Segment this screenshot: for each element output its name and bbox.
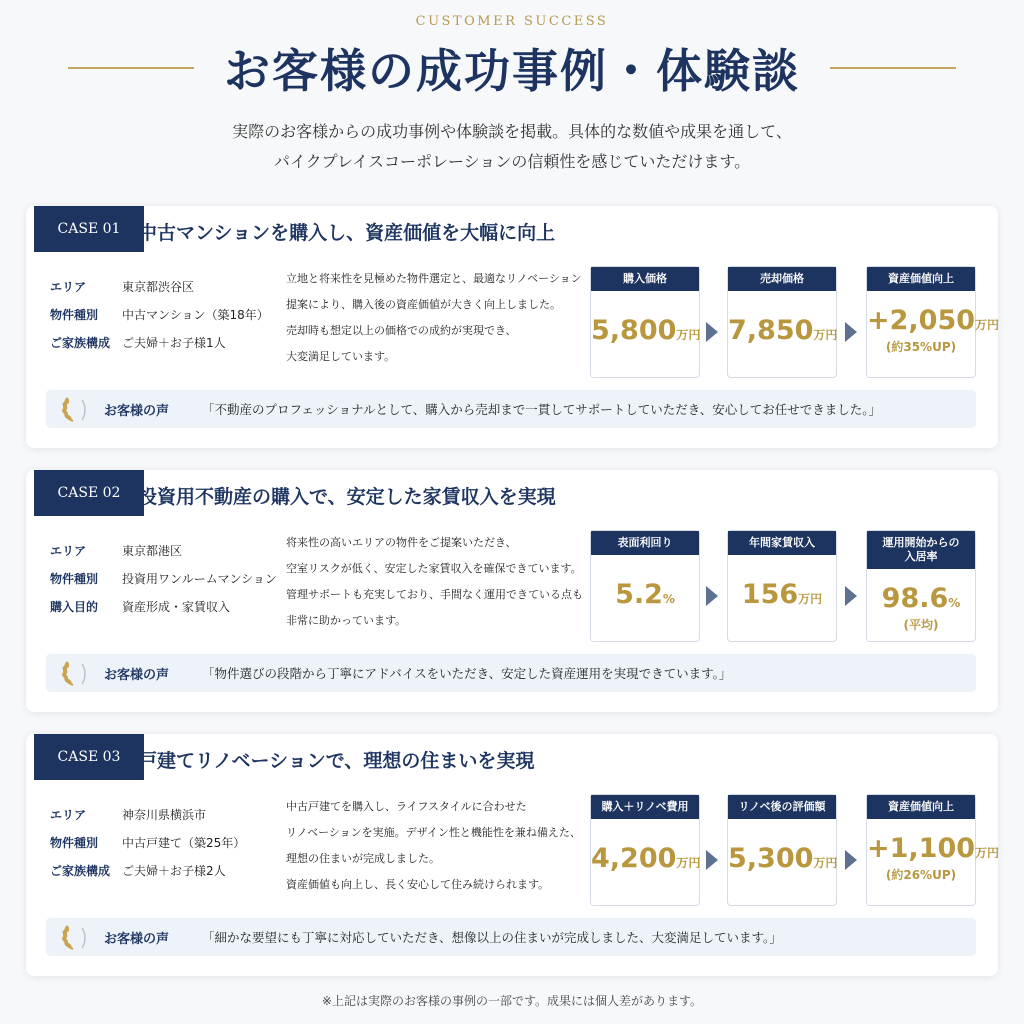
description-line: 理想の住まいが完成しました。 <box>286 852 440 865</box>
property-row <box>50 564 277 592</box>
arrow-right-icon <box>845 586 857 606</box>
property-label: ご家族構成 <box>50 863 111 878</box>
laurel-wreath-icon <box>58 920 92 954</box>
metric-value: 156万円 <box>741 579 823 610</box>
metric-value: 98.6% <box>881 583 961 614</box>
laurel-wreath-icon <box>58 656 92 690</box>
metric-label: 運用開始からの 入居率 <box>867 531 975 569</box>
metric-note: (平均) <box>903 618 939 632</box>
property-row <box>50 800 245 828</box>
case-description <box>286 266 586 370</box>
description-line: 管理サポートも充実しており、手間なく運用できている点も <box>286 588 583 601</box>
description-line: 立地と将来性を見極めた物件選定と、最適なリノベーション <box>286 272 582 285</box>
metric-note: (約26%UP) <box>885 868 957 882</box>
metric-label: 年間家賃収入 <box>728 531 836 555</box>
case-card-3 <box>26 734 998 976</box>
property-label: ご家族構成 <box>50 335 111 350</box>
page-title: お客様の成功事例・体験談 <box>224 44 800 98</box>
metric-value: +2,050万円 <box>867 305 1000 336</box>
title-rule-left <box>68 67 194 69</box>
property-value: 東京都渋谷区 <box>122 279 195 294</box>
metric-annual-rent <box>727 530 837 642</box>
arrow-right-icon <box>845 322 857 342</box>
case-description <box>286 530 586 634</box>
description-line: 資産価値も向上し、長く安心して住み続けられます。 <box>286 878 550 891</box>
voice-quote: 「細かな要望にも丁寧に対応していただき、想像以上の住まいが完成しました、大変満足しています。」 <box>202 930 782 945</box>
property-value: ご夫婦＋お子様1人 <box>122 335 226 350</box>
property-row <box>50 300 269 328</box>
voice-label: お客様の声 <box>104 931 170 947</box>
laurel-wreath-icon <box>58 392 92 426</box>
voice-label: お客様の声 <box>104 667 170 683</box>
footnote: ※上記は実際のお客様の事例の一部です。成果には個人差があります。 <box>321 994 703 1008</box>
case-properties <box>50 536 277 620</box>
property-row <box>50 272 269 300</box>
property-row <box>50 828 245 856</box>
page-header <box>0 0 1024 177</box>
property-row <box>50 856 245 884</box>
voice-quote: 「不動産のプロフェッショナルとして、購入から売却まで一貫してサポートしていただき、安心してお任せできました。」 <box>202 402 882 417</box>
metric-label: 資産価値向上 <box>867 795 975 819</box>
metric-label: 購入＋リノベ費用 <box>591 795 699 819</box>
property-label: エリア <box>50 543 87 558</box>
property-value: 中古戸建て（築25年） <box>122 835 246 850</box>
case-card-2 <box>26 470 998 712</box>
description-line: 中古戸建てを購入し、ライフスタイルに合わせた <box>286 800 527 813</box>
metric-purchase-price <box>590 266 700 378</box>
arrow-right-icon <box>706 850 718 870</box>
property-label: 購入目的 <box>50 599 99 614</box>
property-label: 物件種別 <box>50 835 99 850</box>
property-value: 投資用ワンルームマンション <box>122 571 277 586</box>
metric-label: リノベ後の評価額 <box>728 795 836 819</box>
case-properties <box>50 272 269 356</box>
voice-quote: 「物件選びの段階から丁寧にアドバイスをいただき、安定した資産運用を実現できています。」 <box>202 666 732 681</box>
description-line: リノベーションを実施。デザイン性と機能性を兼ね備えた、 <box>286 826 581 839</box>
title-row <box>0 35 1024 101</box>
lead-line-2: パイクプレイスコーポレーションの信頼性を感じていただけます。 <box>273 152 751 171</box>
lead-text <box>0 117 1024 177</box>
description-line: 将来性の高いエリアの物件をご提案いただき、 <box>286 536 517 549</box>
property-row <box>50 328 269 356</box>
arrow-right-icon <box>706 322 718 342</box>
property-label: 物件種別 <box>50 571 99 586</box>
metric-purchase-renovation-cost <box>590 794 700 906</box>
title-rule-right <box>830 67 956 69</box>
metric-occupancy-rate <box>866 530 976 642</box>
metric-post-renovation-valuation <box>727 794 837 906</box>
metric-label: 購入価格 <box>591 267 699 291</box>
customer-voice <box>46 918 976 956</box>
case-title: 投資用不動産の購入で、安定した家賃収入を実現 <box>138 486 556 508</box>
metric-sale-price <box>727 266 837 378</box>
property-value: 東京都港区 <box>122 543 183 558</box>
arrow-right-icon <box>845 850 857 870</box>
case-badge: CASE 02 <box>34 470 144 516</box>
metric-note: (約35%UP) <box>885 340 957 354</box>
property-value: ご夫婦＋お子様2人 <box>122 863 226 878</box>
property-label: エリア <box>50 807 87 822</box>
case-card-1 <box>26 206 998 448</box>
description-line: 非常に助かっています。 <box>286 614 407 627</box>
description-line: 提案により、購入後の資産価値が大きく向上しました。 <box>286 298 561 311</box>
customer-voice <box>46 390 976 428</box>
description-line: 大変満足しています。 <box>286 350 396 363</box>
property-row <box>50 592 277 620</box>
metric-label: 資産価値向上 <box>867 267 975 291</box>
voice-label: お客様の声 <box>104 403 170 419</box>
description-line: 空室リスクが低く、安定した家賃収入を確保できています。 <box>286 562 582 575</box>
metric-value: 7,850万円 <box>728 315 838 346</box>
lead-line-1: 実際のお客様からの成功事例や体験談を掲載。具体的な数値や成果を通して、 <box>232 122 792 141</box>
eyebrow-text: CUSTOMER SUCCESS <box>415 14 609 29</box>
property-value: 資産形成・家賃収入 <box>122 599 231 614</box>
property-row <box>50 536 277 564</box>
metric-value: 5,800万円 <box>591 315 701 346</box>
property-value: 神奈川県横浜市 <box>122 807 207 822</box>
property-label: エリア <box>50 279 87 294</box>
case-title: 戸建てリノベーションで、理想の住まいを実現 <box>138 750 535 772</box>
customer-voice <box>46 654 976 692</box>
arrow-right-icon <box>706 586 718 606</box>
property-label: 物件種別 <box>50 307 99 322</box>
case-badge: CASE 01 <box>34 206 144 252</box>
case-title: 中古マンションを購入し、資産価値を大幅に向上 <box>138 222 556 244</box>
metric-value: 4,200万円 <box>591 843 701 874</box>
metric-value: +1,100万円 <box>867 833 1000 864</box>
metric-label: 売却価格 <box>728 267 836 291</box>
description-line: 売却時も想定以上の価格での成約が実現でき、 <box>286 324 517 337</box>
metric-value-increase <box>866 266 1000 378</box>
metric-value: 5.2% <box>615 579 675 610</box>
metric-gross-yield <box>590 530 700 642</box>
metric-label: 表面利回り <box>591 531 699 555</box>
case-badge: CASE 03 <box>34 734 144 780</box>
case-properties <box>50 800 245 884</box>
property-value: 中古マンション（築18年） <box>122 307 269 322</box>
metric-value: 5,300万円 <box>728 843 838 874</box>
metric-value-increase <box>866 794 1000 906</box>
case-description <box>286 794 586 898</box>
